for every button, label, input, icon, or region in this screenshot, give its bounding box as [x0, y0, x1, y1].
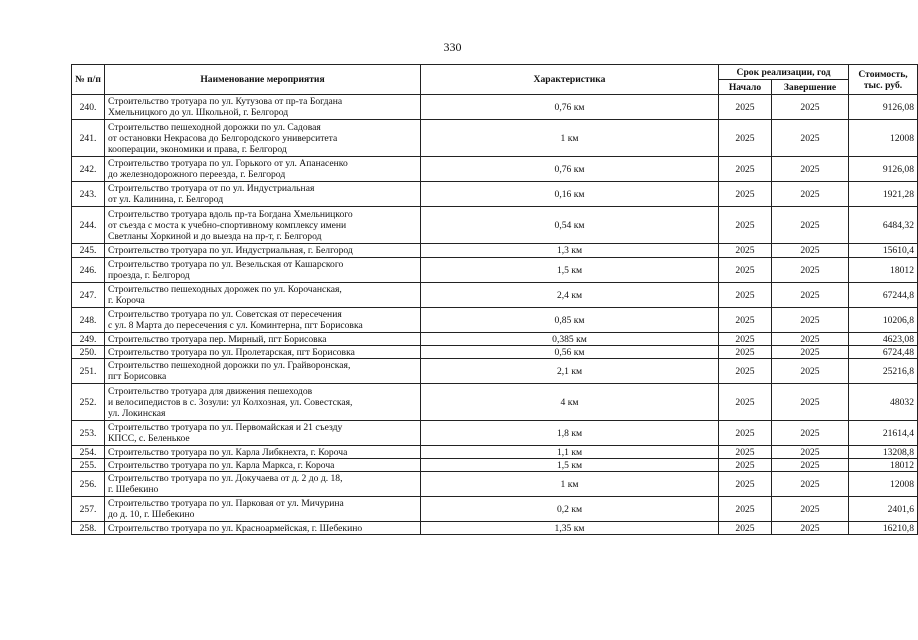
row-cost: 25216,8: [849, 359, 918, 384]
row-characteristic: 0,76 км: [421, 157, 719, 182]
row-start-year: 2025: [719, 421, 772, 446]
row-name: Строительство тротуара по ул. Карла Маркса, г. Короча: [105, 459, 421, 472]
table-row: [72, 384, 918, 421]
row-start-year: 2025: [719, 472, 772, 497]
header-period: Срок реализации, год: [719, 65, 849, 80]
row-characteristic: 0,385 км: [421, 333, 719, 346]
row-start-year: 2025: [719, 333, 772, 346]
row-start-year: 2025: [719, 120, 772, 157]
row-start-year: 2025: [719, 384, 772, 421]
row-cost: 6484,32: [849, 207, 918, 244]
row-name: Строительство тротуара пер. Мирный, пгт Борисовка: [105, 333, 421, 346]
row-end-year: 2025: [772, 207, 849, 244]
row-end-year: 2025: [772, 182, 849, 207]
row-characteristic: 1,3 км: [421, 244, 719, 258]
row-characteristic: 0,85 км: [421, 308, 719, 333]
row-end-year: 2025: [772, 95, 849, 120]
row-end-year: 2025: [772, 472, 849, 497]
row-cost: 21614,4: [849, 421, 918, 446]
row-characteristic: 2,1 км: [421, 359, 719, 384]
row-cost: 6724,48: [849, 346, 918, 359]
row-number: 245.: [72, 244, 105, 258]
header-start: Начало: [719, 80, 772, 95]
row-cost: 1921,28: [849, 182, 918, 207]
table-row: [72, 95, 918, 120]
row-start-year: 2025: [719, 244, 772, 258]
row-cost: 67244,8: [849, 283, 918, 308]
row-characteristic: 1,35 км: [421, 522, 719, 535]
row-end-year: 2025: [772, 421, 849, 446]
row-end-year: 2025: [772, 308, 849, 333]
row-end-year: 2025: [772, 283, 849, 308]
table-row: [72, 207, 918, 244]
row-start-year: 2025: [719, 359, 772, 384]
row-end-year: 2025: [772, 120, 849, 157]
row-end-year: 2025: [772, 333, 849, 346]
row-end-year: 2025: [772, 459, 849, 472]
table-row: [72, 459, 918, 472]
row-cost: 12008: [849, 472, 918, 497]
row-name: Строительство пешеходной дорожки по ул. Садовая от остановки Некрасова до Белгородского университета кооперации, экономики и права, г. Белгород: [105, 120, 421, 157]
table-row: [72, 421, 918, 446]
table-row: [72, 333, 918, 346]
row-cost: 2401,6: [849, 497, 918, 522]
row-number: 253.: [72, 421, 105, 446]
row-number: 252.: [72, 384, 105, 421]
row-name: Строительство тротуара по ул. Советская от пересечения с ул. 8 Марта до пересечения с ул. Коминтерна, пгт Борисовка: [105, 308, 421, 333]
table-body: [72, 95, 918, 535]
row-end-year: 2025: [772, 497, 849, 522]
row-characteristic: 0,56 км: [421, 346, 719, 359]
row-name: Строительство тротуара по ул. Карла Либкнехта, г. Короча: [105, 446, 421, 459]
row-number: 255.: [72, 459, 105, 472]
row-name: Строительство тротуара по ул. Индустриальная, г. Белгород: [105, 244, 421, 258]
row-start-year: 2025: [719, 258, 772, 283]
header-cost: Стоимость, тыс. руб.: [849, 65, 918, 95]
row-cost: 10206,8: [849, 308, 918, 333]
row-number: 249.: [72, 333, 105, 346]
row-end-year: 2025: [772, 258, 849, 283]
row-start-year: 2025: [719, 446, 772, 459]
row-number: 256.: [72, 472, 105, 497]
table-row: [72, 258, 918, 283]
row-start-year: 2025: [719, 182, 772, 207]
row-characteristic: 4 км: [421, 384, 719, 421]
table-row: [72, 308, 918, 333]
header-characteristic: Характеристика: [421, 65, 719, 95]
row-cost: 9126,08: [849, 157, 918, 182]
row-start-year: 2025: [719, 522, 772, 535]
row-start-year: 2025: [719, 95, 772, 120]
row-start-year: 2025: [719, 346, 772, 359]
row-name: Строительство тротуара по ул. Красноармейская, г. Шебекино: [105, 522, 421, 535]
row-number: 241.: [72, 120, 105, 157]
table-row: [72, 472, 918, 497]
row-characteristic: 0,76 км: [421, 95, 719, 120]
row-characteristic: 1,8 км: [421, 421, 719, 446]
row-name: Строительство тротуара по ул. Горького от ул. Апанасенко до железнодорожного переезда, г. Белгород: [105, 157, 421, 182]
measures-table: [71, 64, 918, 535]
table-row: [72, 522, 918, 535]
row-number: 257.: [72, 497, 105, 522]
row-end-year: 2025: [772, 384, 849, 421]
row-start-year: 2025: [719, 207, 772, 244]
header-name: Наименование мероприятия: [105, 65, 421, 95]
row-cost: 4623,08: [849, 333, 918, 346]
row-characteristic: 1 км: [421, 472, 719, 497]
row-characteristic: 1,5 км: [421, 459, 719, 472]
row-number: 258.: [72, 522, 105, 535]
row-name: Строительство тротуара по ул. Парковая от ул. Мичурина до д. 10, г. Шебекино: [105, 497, 421, 522]
row-name: Строительство пешеходной дорожки по ул. Грайворонская, пгт Борисовка: [105, 359, 421, 384]
row-end-year: 2025: [772, 157, 849, 182]
row-end-year: 2025: [772, 346, 849, 359]
table-row: [72, 244, 918, 258]
table-row: [72, 497, 918, 522]
row-cost: 18012: [849, 258, 918, 283]
row-number: 250.: [72, 346, 105, 359]
row-characteristic: 0,2 км: [421, 497, 719, 522]
row-characteristic: 1,1 км: [421, 446, 719, 459]
table-row: [72, 120, 918, 157]
row-cost: 15610,4: [849, 244, 918, 258]
row-characteristic: 1 км: [421, 120, 719, 157]
row-characteristic: 1,5 км: [421, 258, 719, 283]
row-name: Строительство тротуара вдоль пр-та Богдана Хмельницкого от съезда с моста к учебно-спортивному комплексу имени Светланы Хоркиной и до выезда на пр-т, г. Белгород: [105, 207, 421, 244]
row-end-year: 2025: [772, 446, 849, 459]
row-end-year: 2025: [772, 522, 849, 535]
row-name: Строительство тротуара по ул. Кутузова от пр-та Богдана Хмельницкого до ул. Школьной, г. Белгород: [105, 95, 421, 120]
row-number: 248.: [72, 308, 105, 333]
row-start-year: 2025: [719, 283, 772, 308]
table-row: [72, 446, 918, 459]
table-row: [72, 359, 918, 384]
row-name: Строительство тротуара по ул. Везельская от Кашарского проезда, г. Белгород: [105, 258, 421, 283]
header-end: Завершение: [772, 80, 849, 95]
row-end-year: 2025: [772, 244, 849, 258]
row-number: 247.: [72, 283, 105, 308]
row-start-year: 2025: [719, 308, 772, 333]
row-start-year: 2025: [719, 157, 772, 182]
row-cost: 13208,8: [849, 446, 918, 459]
row-cost: 18012: [849, 459, 918, 472]
row-end-year: 2025: [772, 359, 849, 384]
table-row: [72, 157, 918, 182]
table-row: [72, 283, 918, 308]
header-num: № п/п: [72, 65, 105, 95]
row-number: 251.: [72, 359, 105, 384]
row-start-year: 2025: [719, 459, 772, 472]
row-name: Строительство тротуара по ул. Пролетарская, пгт Борисовка: [105, 346, 421, 359]
row-cost: 9126,08: [849, 95, 918, 120]
row-number: 243.: [72, 182, 105, 207]
row-name: Строительство тротуара для движения пешеходов и велосипедистов в с. Зозули: ул Колхозная, ул. Совестская, ул. Локинская: [105, 384, 421, 421]
table-row: [72, 182, 918, 207]
row-name: Строительство тротуара от по ул. Индустриальная от ул. Калинина, г. Белгород: [105, 182, 421, 207]
table-row: [72, 346, 918, 359]
row-number: 240.: [72, 95, 105, 120]
row-cost: 12008: [849, 120, 918, 157]
page-number: 330: [443, 40, 462, 54]
row-number: 244.: [72, 207, 105, 244]
row-name: Строительство тротуара по ул. Первомайская и 21 съезду КПСС, с. Беленькое: [105, 421, 421, 446]
row-characteristic: 2,4 км: [421, 283, 719, 308]
row-name: Строительство пешеходных дорожек по ул. Корочанская, г. Короча: [105, 283, 421, 308]
row-number: 242.: [72, 157, 105, 182]
row-cost: 16210,8: [849, 522, 918, 535]
row-cost: 48032: [849, 384, 918, 421]
row-characteristic: 0,54 км: [421, 207, 719, 244]
row-number: 246.: [72, 258, 105, 283]
row-start-year: 2025: [719, 497, 772, 522]
row-name: Строительство тротуара по ул. Докучаева от д. 2 до д. 18, г. Шебекино: [105, 472, 421, 497]
row-number: 254.: [72, 446, 105, 459]
row-characteristic: 0,16 км: [421, 182, 719, 207]
